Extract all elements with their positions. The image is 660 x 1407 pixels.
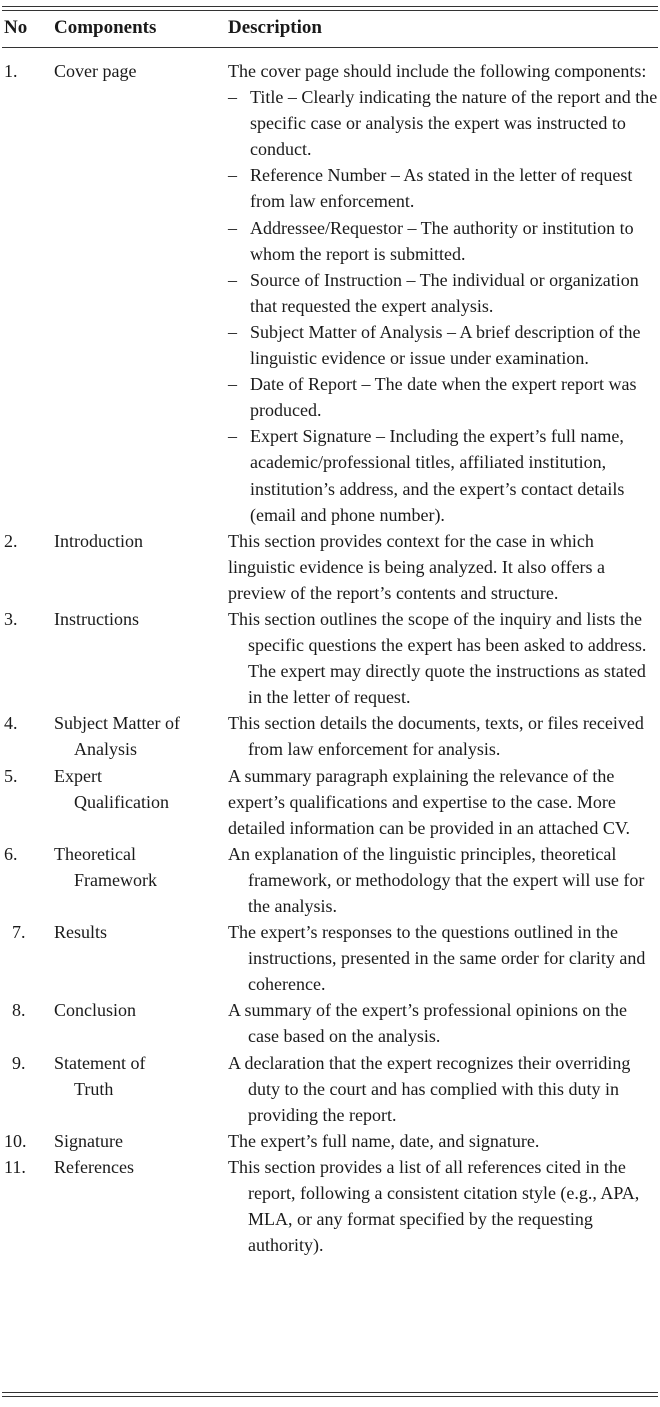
table-row (0, 528, 660, 606)
row-number: 1. (4, 61, 18, 81)
row-description (228, 1154, 658, 1258)
header-components: Components (54, 17, 157, 38)
header-no: No (4, 17, 28, 38)
description-text: This section details the documents, texts, or files received from law enforcement for analysis. (228, 713, 644, 760)
row-number: 6. (4, 843, 18, 864)
description-text: This section outlines the scope of the inquiry and lists the specific questions the expert has been asked to address. The expert may directly quote the instructions as stated in the letter of request. (228, 608, 647, 708)
components-table (0, 58, 660, 1258)
row-component (54, 1050, 222, 1102)
row-description (228, 710, 658, 762)
row-description (228, 528, 658, 606)
row-component (54, 763, 222, 815)
row-number: 10. (4, 1130, 27, 1151)
row-number: 11. (4, 1156, 26, 1177)
row-component (54, 528, 222, 554)
row-component (54, 58, 222, 84)
row-component (54, 1154, 222, 1180)
component-line: Instructions (54, 608, 139, 629)
table-row (0, 710, 660, 762)
table-row (0, 1128, 660, 1154)
table-bottom-rule (2, 1392, 658, 1397)
row-number: 2. (4, 530, 18, 551)
description-text: A summary paragraph explaining the relevance of the expert’s qualifications and expertise to the case. More detailed information can be provided in an attached CV. (228, 765, 631, 838)
table-row (0, 763, 660, 841)
row-description (228, 58, 658, 528)
row-description (228, 841, 658, 919)
list-item: – Source of Instruction – The individual or organization that requested the expert analysis. (228, 269, 639, 316)
table-row (0, 997, 660, 1049)
table-row (0, 919, 660, 997)
component-line: Qualification (74, 791, 169, 812)
component-line: Cover page (54, 61, 137, 81)
component-line: Subject Matter of (54, 713, 180, 734)
component-line: Conclusion (54, 1000, 137, 1021)
description-text: This section provides a list of all references cited in the report, following a consistent citation style (e.g., APA, MLA, or any format specified by the requesting authority). (228, 1156, 640, 1256)
row-description (228, 763, 658, 841)
row-component (54, 919, 222, 945)
row-number: 8. (12, 1000, 26, 1021)
component-line: Framework (74, 869, 157, 890)
component-line: Analysis (74, 739, 137, 760)
header-description: Description (228, 17, 322, 38)
row-description (228, 997, 658, 1049)
row-description (228, 606, 658, 710)
description-text: The cover page should include the following components: (228, 61, 647, 81)
row-number: 4. (4, 713, 18, 734)
component-line: Truth (74, 1078, 114, 1099)
row-component (54, 1128, 222, 1154)
table-row (0, 58, 660, 528)
row-number: 5. (4, 765, 18, 786)
table-top-rule (2, 6, 658, 11)
row-component (54, 841, 222, 893)
row-number: 3. (4, 608, 18, 629)
list-item: – Subject Matter of Analysis – A brief description of the linguistic evidence or issue under examination. (228, 321, 641, 369)
list-item: – Expert Signature – Including the expert’s full name, academic/professional titles, affiliated institution, institution’s address, and the expert’s contact details (email and phone number). (228, 426, 625, 525)
component-line: Signature (54, 1130, 123, 1151)
table-row (0, 606, 660, 710)
row-component (54, 710, 222, 762)
row-description (228, 919, 658, 997)
table-row (0, 1154, 660, 1258)
description-text: An explanation of the linguistic principles, theoretical framework, or methodology that the expert will use for the analysis. (228, 843, 645, 916)
row-component (54, 997, 222, 1023)
component-line: Results (54, 922, 108, 943)
row-component (54, 606, 222, 632)
header-rule (2, 47, 658, 48)
list-item: – Reference Number – As stated in the letter of request from law enforcement. (228, 165, 633, 212)
component-line: Statement of (54, 1052, 146, 1073)
description-text: A summary of the expert’s professional opinions on the case based on the analysis. (228, 1000, 627, 1047)
bullet-list (228, 84, 658, 528)
row-number: 7. (12, 922, 26, 943)
component-line: Theoretical (54, 843, 136, 864)
list-item: – Title – Clearly indicating the nature of the report and the specific case or analysis the expert was instructed to conduct. (228, 87, 658, 160)
description-text: This section provides context for the case in which linguistic evidence is being analyzed. It also offers a preview of the report’s contents and structure. (228, 530, 606, 603)
row-description (228, 1128, 658, 1154)
component-line: Expert (54, 765, 102, 786)
table-row (0, 1050, 660, 1128)
list-item: – Date of Report – The date when the expert report was produced. (228, 374, 637, 421)
component-line: Introduction (54, 530, 143, 551)
component-line: References (54, 1156, 134, 1177)
description-text: A declaration that the expert recognizes their overriding duty to the court and has complied with this duty in providing the report. (228, 1052, 631, 1125)
description-text: The expert’s full name, date, and signature. (228, 1130, 540, 1151)
description-text: The expert’s responses to the questions outlined in the instructions, presented in the same order for clarity and coherence. (228, 922, 646, 995)
row-description (228, 1050, 658, 1128)
table-row (0, 841, 660, 919)
row-number: 9. (12, 1052, 26, 1073)
list-item: – Addressee/Requestor – The authority or institution to whom the report is submitted. (228, 217, 634, 264)
